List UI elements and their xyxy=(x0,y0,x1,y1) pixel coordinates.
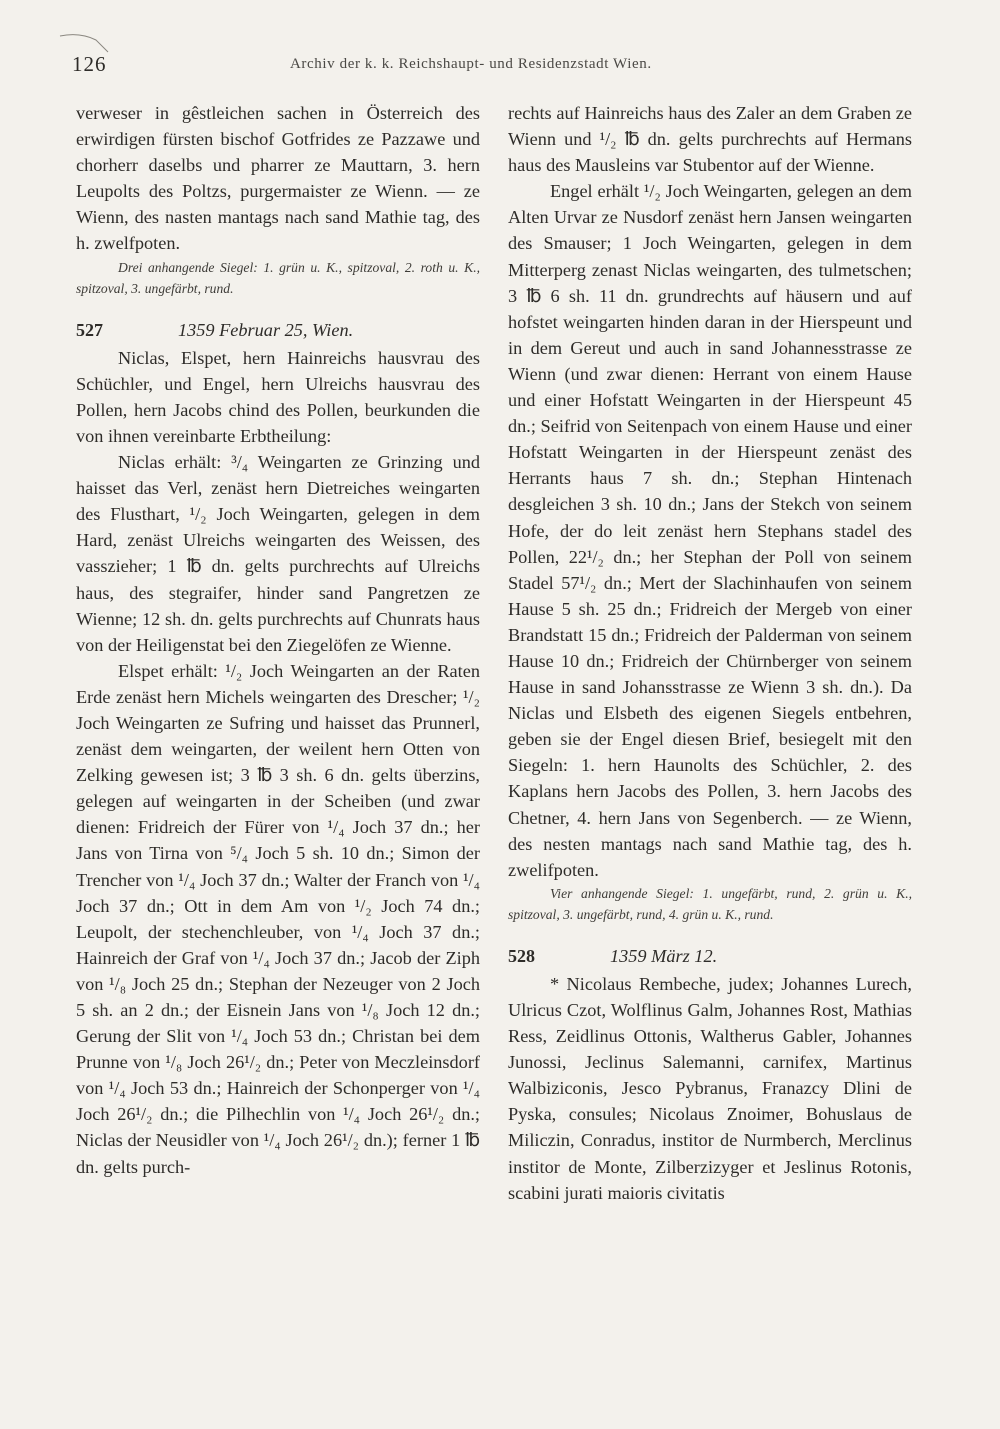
entry-heading xyxy=(508,943,912,969)
entry-paragraph: Niclas erhält: ³/₄ Weingarten ze Grinzing und haisset das Verl, zenäst hern Dietreiches weingarten des Flusthart, ¹/₂ Joch Weingarten, gelegen in dem Hard, zenäst Ulreichs weingarten des Weissen, des vasszieher; 1 ℔ dn. gelts purchrechts auf Ulreichs haus, des stegraifer, hinder sand Pangretzen ze Wienne; 12 sh. dn. gelts purchrechts auf Chunrats haus von der Heiligenstat bei den Ziegelöfen ze Wienne. xyxy=(76,452,480,655)
seal-note: Drei anhangende Siegel: 1. grün u. K., spitzoval, 2. roth u. K., spitzoval, 3. ungefärbt, rund. xyxy=(76,259,480,296)
entry-number: 527 xyxy=(76,319,103,340)
continuation-text: verweser in gêstleichen sachen in Österreich des erwirdigen fürsten bischof Gotfrides ze Pazzawe und chorherr daselbs und pharrer ze Mauttarn, 3. hern Leupolts des Poltzs, purgermaister ze Wienn. — ze Wienn, des nasten mantags nach sand Mathie tag, des h. zwelfpoten. xyxy=(76,103,480,254)
entry-paragraph: Engel erhält ¹/₂ Joch Weingarten, gelegen an dem Alten Urvar ze Nusdorf zenäst hern Jansen weingarten des Smauser; 1 Joch Weingarten, gelegen in dem Mitterperg zenast Niclas weingarten, des tulmetschen; 3 ℔ 6 sh. 11 dn. grundrechts auf häusern und auf hofstet weingarten hinden daran in der Hierspeunt und in dem Gereut und auch in sand Johannesstrasse ze Wienn (und zwar dienen: Herrant von einem Hause und einer Hofstatt Weingarten in der Hierspeunt 45 dn.; Seifrid von Seitenpach von einem Hause und einer Hofstatt Weingarten in der Hierspeunt zenäst des Herrants haus 7 sh. dn.; Stephan Hintenach desgleichen 3 sh. 10 dn.; Jans der Stekch von seinem Hofe, der do leit zenäst hern Stephans stadel des Pollen, 22¹/₂ dn.; her Stephan der Poll von seinem Stadel 57¹/₂ dn.; Mert der Slachinhaufen von seinem Hause 5 sh. 25 dn.; Fridreich der Mergeb von einer Brandstatt 15 dn.; Fridreich der Palderman von seinem Hause 10 dn.; Fridreich der Chürnberger von seinem Hause in sand Johansstrasse ze Wienn 3 sh. dn.). Da Niclas und Elsbeth des eigenen Siegels entbehren, geben sie der Engel diesen Brief, besiegelt mit den Siegeln: 1. hern Haunolts des Schüchler, 2. des Kaplans hern Jacobs des Pollen, 3. hern Jacobs des Chetner, 4. hern Jans von Segenberch. — ze Wienn, des nesten mantags nach sand Mathie tag, des h. zwelifpoten. xyxy=(508,181,912,880)
entry-date: 1359 März 12. xyxy=(610,945,718,966)
continuation-text: rechts auf Hainreichs haus des Zaler an dem Graben ze Wienn und ¹/₂ ℔ dn. gelts purchrechts auf Hermans haus des Mausleins var Stubentor auf der Wienne. xyxy=(508,103,912,176)
entry-date: 1359 Februar 25, Wien. xyxy=(178,319,354,340)
entry-heading xyxy=(76,317,480,343)
left-column xyxy=(76,100,480,1180)
pencil-mark-icon xyxy=(58,30,110,54)
page-header xyxy=(72,52,932,82)
entry-paragraph: * Nicolaus Rembeche, judex; Johannes Lurech, Ulricus Czot, Wolflinus Galm, Johannes Rost, Mathias Ress, Zeidlinus Ottonis, Waltherus Gabler, Johannes Junossi, Jeclinus Salemanni, carnifex, Martinus Walbiziconis, Jesco Pybranus, Franazcy Dlini de Pyska, consules; Nicolaus Znoimer, Bohuslaus de Miliczin, Conradus, institor de Nurmberch, Merclinus institor de Monte, Zilberzizyger et Jeslinus Rotonis, scabini jurati maioris civitatis xyxy=(508,973,912,1203)
right-column xyxy=(508,100,912,1206)
running-head: Archiv der k. k. Reichshaupt- und Residenzstadt Wien. xyxy=(290,56,652,72)
seal-note: Vier anhangende Siegel: 1. ungefärbt, rund, 2. grün u. K., spitzoval, 3. ungefärbt, rund, 4. grün u. K., rund. xyxy=(508,885,912,922)
entry-number: 528 xyxy=(508,945,535,966)
entry-paragraph: Elspet erhält: ¹/₂ Joch Weingarten an der Raten Erde zenäst hern Michels weingarten des Drescher; ¹/₂ Joch Weingarten ze Sufring und haisset das Prunnerl, zenäst dem weingarten, der weilent hern Otten von Zelking gewesen ist; 3 ℔ 3 sh. 6 dn. gelts überzins, gelegen auf weingarten in der Scheiben (und zwar dienen: Fridreich der Fürer von ¹/₄ Joch 37 dn.; her Jans von Tirna von ⁵/₄ Joch 5 sh. 10 dn.; Simon der Trencher von ¹/₄ Joch 37 dn.; Walter der Franch von ¹/₄ Joch 37 dn.; Ott in dem Am von ¹/₂ Joch 74 dn.; Leupolt, der stechenchleuber, von ¹/₄ Joch 37 dn.; Hainreich der Graf von ¹/₄ Joch 37 dn.; Jacob der Ziph von ¹/₈ Joch 25 dn.; Stephan der Nezeuger von 2 Joch 5 sh. an 2 dn.; der Eisnein Jans von ¹/₈ Joch 12 dn.; Gerung der Slit von ¹/₄ Joch 53 dn.; Christan bei dem Prunne von ¹/₈ Joch 26¹/₂ dn.; Peter von Meczleinsdorf von ¹/₄ Joch 53 dn.; Hainreich der Schonperger von ¹/₄ Joch 26¹/₂ dn.; die Pilhechlin von ¹/₄ Joch 26¹/₂ dn.; Niclas der Neusidler von ¹/₄ Joch 26¹/₂ dn.); ferner 1 ℔ dn. gelts purch- xyxy=(76,660,480,1177)
entry-paragraph: Niclas, Elspet, hern Hainreichs hausvrau des Schüchler, und Engel, hern Ulreichs hausvrau des Pollen, hern Jacobs chind des Pollen, beurkunden die von ihnen vereinbarte Erbtheilung: xyxy=(76,347,480,446)
page-number: 126 xyxy=(72,52,107,76)
